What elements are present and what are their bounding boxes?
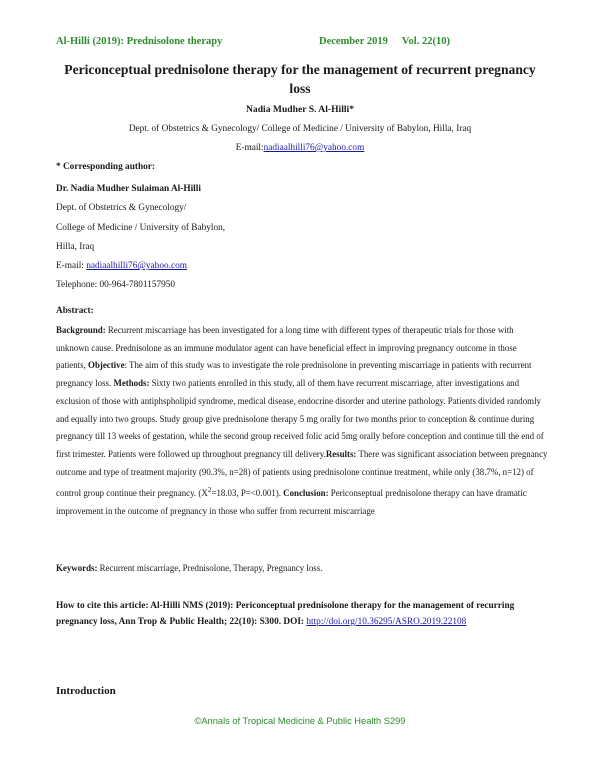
results-text: There was significant association between pregnancy outcome and type of treatment majority (90.3%, n=28) of patients using prednisolone continue treatment, while only (38.7%, n=12) of control group continue their pregnancy. (X [56, 448, 548, 499]
objective-text: : The aim of this study was to investigate the role prednisolone in preventing miscarriage in patients with recurrent pregnancy loss. [56, 360, 532, 389]
email-label: E-mail: [235, 143, 264, 153]
email-link[interactable]: nadiaalhilli76@yahoo.com [263, 143, 365, 153]
introduction-heading: Introduction [56, 685, 116, 697]
citation-text: How to cite this article: Al-Hilli NMS (2019): Periconceptual prednisolone therapy for the management of recurring pregnancy loss, Ann Trop & Public Health; 22(10): S300. DOI: [56, 601, 515, 627]
conclusion-text: Periconseptual prednisolone therapy can have dramatic improvement in the outcome of pregnancy in those who suffer from recurrent miscarriage [56, 488, 527, 516]
corresponding-author-block [56, 180, 225, 296]
abstract-label: Abstract: [56, 306, 94, 316]
background-text: Recurrent miscarriage has been investigated for a long time with different types of therapeutic trials for those with unknown cause. Prednisolone as an immune modulator agent can have beneficial effect in improving pregnancy outcome in those patients, [56, 325, 517, 371]
corresponding-author-label: * Corresponding author: [56, 162, 156, 172]
methods-label: Methods: [113, 378, 150, 389]
objective-label: Objective [88, 360, 125, 371]
results-superscript: 2 [207, 485, 212, 495]
corresponding-telephone: Telephone: 00-964-7801157950 [56, 280, 176, 291]
corresponding-email [56, 257, 225, 276]
background-label: Background: [56, 325, 106, 335]
running-header [56, 36, 540, 50]
results-tail: =18.03, P=<0.001). [211, 488, 284, 499]
affiliation: Dept. of Obstetrics & Gynecology/ College of Medicine / University of Babylon, Hilla, Iraq [128, 124, 472, 134]
corresponding-dept: Dept. of Obstetrics & Gynecology/ [56, 203, 187, 214]
conclusion-label: Conclusion: [283, 488, 329, 499]
header-citation: Al-Hilli (2019): Prednisolone therapy [56, 36, 223, 47]
corresponding-email-label: E-mail: [56, 261, 87, 272]
header-date: December 2019 [319, 36, 388, 47]
abstract-body [56, 322, 548, 521]
corresponding-name: Dr. Nadia Mudher Sulaiman Al-Hilli [56, 184, 201, 194]
keywords-label: Keywords: [56, 563, 98, 573]
corresponding-email-link[interactable]: nadiaalhilli76@yahoo.com [86, 261, 187, 272]
author-line: Nadia Mudher S. Al-Hilli* [245, 104, 355, 115]
article-title: Periconceptual prednisolone therapy for the management of recurrent pregnancy loss [64, 62, 536, 96]
header-issue [319, 36, 450, 47]
keywords-text: Recurrent miscarriage, Prednisolone, Therapy, Pregnancy loss. [97, 563, 323, 573]
doi-link[interactable]: http://doi.org/10.36295/ASRO.2019.22108 [306, 617, 467, 627]
header-volume: Vol. 22(10) [401, 36, 450, 47]
keywords [56, 563, 548, 573]
results-label: Results: [325, 448, 357, 459]
corresponding-city: Hilla, Iraq [56, 241, 95, 252]
methods-text: Sixty two patients enrolled in this study, all of them have recurrent miscarriage, after investigations and exclusion of those with antiphspholipid syndrome, medical disease, endocrine disorder and uterine pathology. Patients divided randomly and equally into two groups. Study group give prednisolone therapy 5 mg orally for two months prior to conception & continue during pregnancy till 13 weeks of gestation, while the second group received folic acid 5mg orally before conception and continue till the end of first trimester. Patients were followed up throughout pregnancy till delivery. [56, 378, 544, 459]
corresponding-college: College of Medicine / University of Babylon, [56, 222, 226, 233]
citation-block [56, 598, 548, 630]
page-footer: ©Annals of Tropical Medicine & Public Health S299 [194, 716, 406, 726]
email-line [56, 143, 544, 153]
